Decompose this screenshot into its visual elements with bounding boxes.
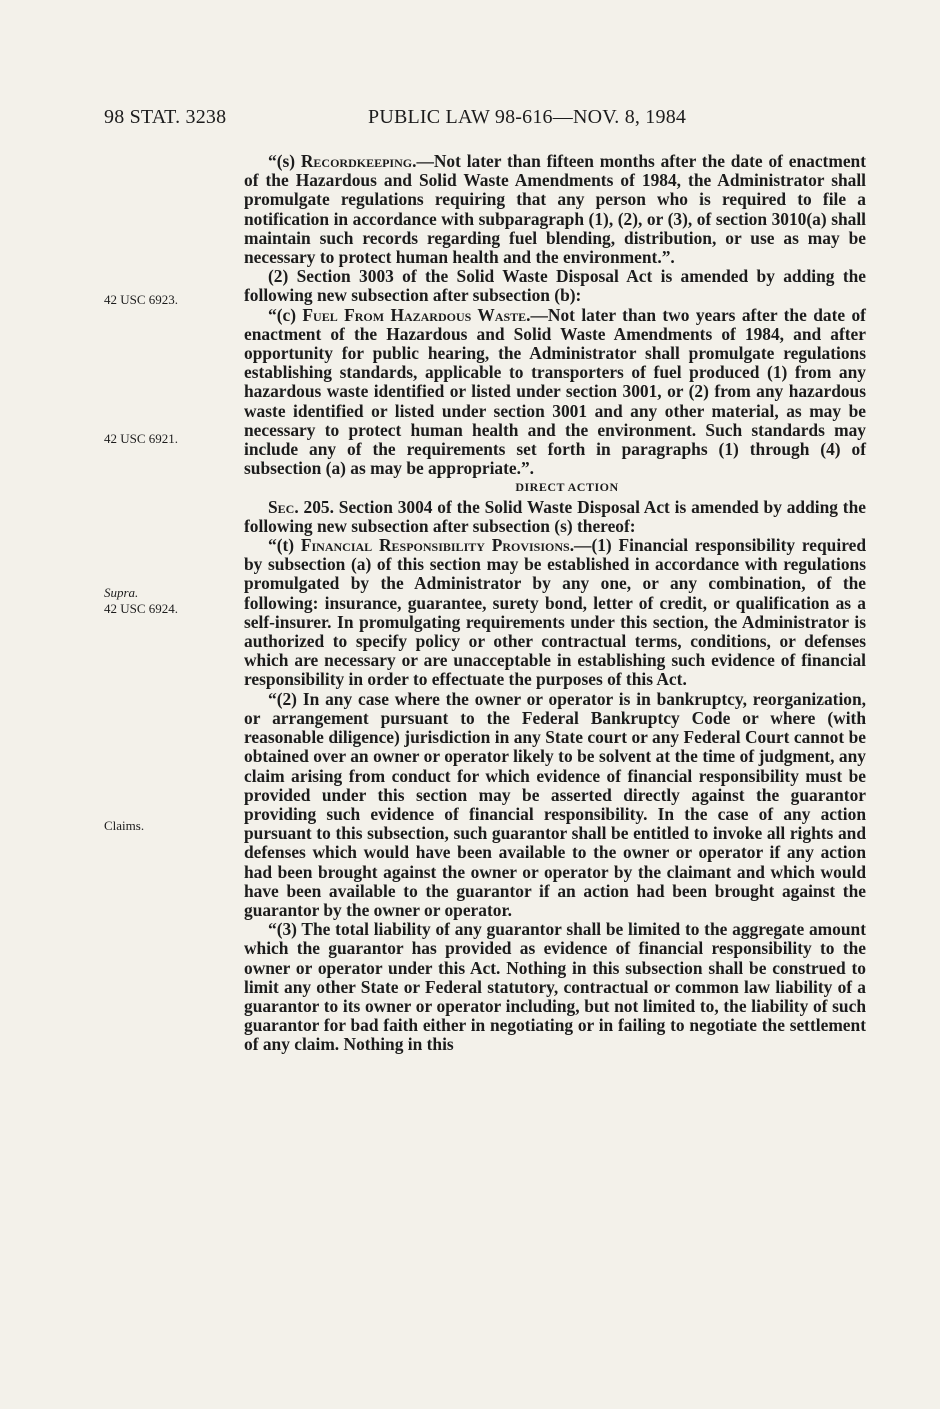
subsection-heading: Recordkeeping bbox=[300, 151, 413, 171]
margin-note-usc-6923: 42 USC 6923. bbox=[104, 292, 179, 307]
public-law-reference: PUBLIC LAW 98-616—NOV. 8, 1984 bbox=[368, 106, 687, 128]
subsection-heading: Fuel From Hazardous Waste bbox=[302, 304, 527, 325]
paragraph-section-205: Sec. 205. Section 3004 of the Solid Waste Disposal Act is amended by adding the following new subsection after subsection (s) thereof: bbox=[244, 496, 866, 536]
paragraph-recordkeeping: “(s) Recordkeeping.—Not later than fifteen months after the date of enactment of the Hazardous and Solid Waste Amendments of 1984, the Administrator shall promulgate regulations requiring that any person who is required to file a notification in accordance with subparagraph (1), (2), or (3), of section 3010(a) shall maintain such records regarding fuel blending, distribution, or use as may be necessary to protect human health and the environment.”. bbox=[244, 151, 866, 268]
section-heading-direct-action: DIRECT ACTION bbox=[515, 480, 619, 495]
paragraph-section-3003: (2) Section 3003 of the Solid Waste Disposal Act is amended by adding the following new subsection after subsection (b): bbox=[244, 266, 866, 306]
paragraph-guarantor-liability: “(3) The total liability of any guarantor shall be limited to the aggregate amount which the guarantor has provided as evidence of financial responsibility to the owner or operator under this Act. Nothing in this subsection shall be construed to limit any other State or Federal statutory, contractual or common law liability of a guarantor to its owner or operator including, but not limited to, the liability of such guarantor for bad faith either in negotiating or in failing to negotiate the settlement of any claim. Nothing in this bbox=[244, 919, 866, 1055]
paragraph-fuel-from-hazardous-waste: “(c) Fuel From Hazardous Waste.—Not later than two years after the date of enactment of the Hazardous and Solid Waste Amendments of 1984, and after opportunity for public hearing, the Administrator shall promulgate regulations establishing standards, applicable to transporters of fuel produced (1) from any hazardous waste identified or listed under section 3001, or (2) from any hazardous waste identified or listed under section 3001 and any other material, as may be necessary to protect human health and the environment. Such standards may include any of the requirements set forth in paragraphs (1) through (4) of subsection (a) as may be appropriate.”. bbox=[244, 304, 866, 479]
paragraph-financial-responsibility: “(t) Financial Responsibility Provisions.—(1) Financial responsibility required by subsection (a) of this section may be established in accordance with regulations promulgated by the Administrator by any one, or any combination, of the following: insurance, guarantee, surety bond, letter of credit, or qualification as a self-insurer. In promulgating requirements under this section, the Administrator is authorized to specify policy or other contractual terms, conditions, or defenses which are necessary or are unacceptable in establishing such evidence of financial responsibility in order to effectuate the purposes of this Act. bbox=[244, 535, 866, 690]
margin-note-usc-6921: 42 USC 6921. bbox=[104, 431, 179, 446]
section-label: Sec bbox=[268, 496, 295, 517]
margin-note-claims: Claims. bbox=[104, 818, 145, 833]
statute-body bbox=[244, 152, 866, 1055]
statute-page-reference: 98 STAT. 3238 bbox=[104, 106, 227, 128]
page-header bbox=[104, 101, 736, 133]
margin-note-usc-6924: 42 USC 6924. bbox=[104, 601, 179, 616]
margin-note-supra bbox=[104, 585, 178, 617]
margin-note-supra-label: Supra. bbox=[104, 585, 139, 600]
paragraph-claims-bankruptcy: “(2) In any case where the owner or operator is in bankruptcy, reorganization, or arrangement pursuant to the Federal Bankruptcy Code or where (with reasonable diligence) jurisdiction in any State court or any Federal Court cannot be obtained over an owner or operator likely to be solvent at the time of judgment, any claim arising from conduct for which evidence of financial responsibility must be provided under this section may be asserted directly against the guarantor providing such evidence of financial responsibility. In the case of any action pursuant to this subsection, such guarantor shall be entitled to invoke all rights and defenses which would have been available to the owner or operator if any action had been brought against the owner or operator by the claimant and which would have been available to the guarantor if an action had been brought against the guarantor by the owner or operator. bbox=[244, 688, 866, 920]
subsection-heading: Financial Responsibility Provisions bbox=[300, 535, 570, 556]
